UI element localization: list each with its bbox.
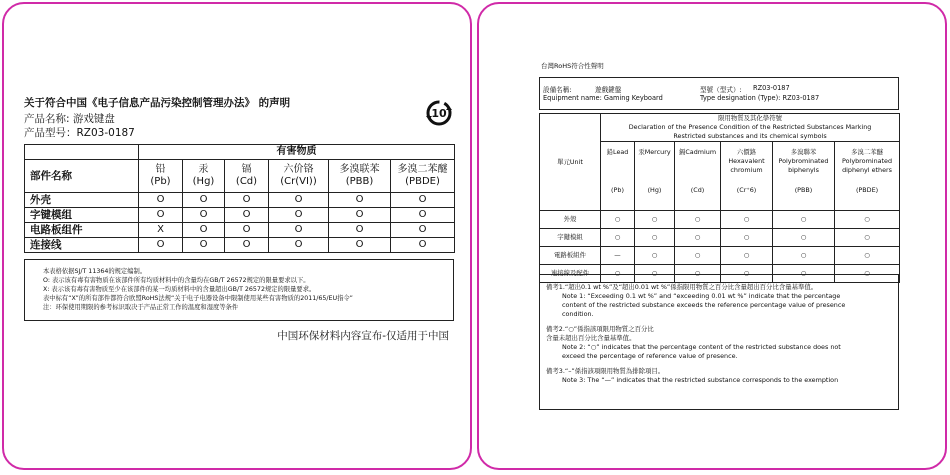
taiwan-header: 台灣RoHS符合性聲明 <box>541 62 604 70</box>
note-line: 本表格依据SJ/T 11364的规定编制。 <box>43 268 147 275</box>
note2-cn-line2: 含量未超出百分比含量基準值。 <box>546 334 636 342</box>
type-cn: 型號（型式）: <box>700 86 742 94</box>
declaration-title: 关于符合中国《电子信息产品污染控制管理办法》 的声明 <box>24 97 291 109</box>
china-rohs-panel <box>2 2 472 470</box>
note1-en-line3: condition. <box>562 310 594 318</box>
notes-box <box>24 259 454 321</box>
table-row: 连接线 O O O O O O <box>25 238 455 253</box>
type-value: RZ03-0187 <box>753 84 790 92</box>
note1-en-line2: content of the restricted substance exceeds the reference percentage value of presence <box>562 301 846 309</box>
table-row: 字鍵模組 ○ ○ ○ ○ ○ ○ <box>540 229 900 247</box>
restricted-substances-table <box>539 113 900 283</box>
table-row: 电路板组件 X O O O O O <box>25 223 455 238</box>
note-line: O: 表示该有毒有害物质在该部件所有均质材料中的含量均在GB/T 26572规定的限量要求以下。 <box>43 277 310 284</box>
remarks-box <box>539 274 899 410</box>
col-cr6: 六价铬 (Cr(VI)) <box>269 160 329 193</box>
col-hg: 汞 (Hg) <box>183 160 225 193</box>
china-footer: 中国环保材料内容宣布-仅适用于中国 <box>277 330 449 342</box>
equipment-name-cn: 設備名稱: <box>543 86 572 94</box>
col-pbb: 多溴联苯 (PBB) <box>329 160 391 193</box>
equipment-name-en: Equipment name: Gaming Keyboard <box>543 94 663 102</box>
note1-en-line1: Note 1: “Exceeding 0.1 wt %” and “exceeding 0.01 wt %” indicate that the percentage <box>562 292 841 300</box>
type-en: Type designation (Type): RZ03-0187 <box>700 94 820 102</box>
product-model: 产品型号：RZ03-0187 <box>24 127 135 139</box>
col-lead: 鉛Lead (Pb) <box>601 142 635 211</box>
table-row: 電路板組件 — ○ ○ ○ ○ ○ <box>540 247 900 265</box>
note3-en: Note 3: The “—” indicates that the restricted substance corresponds to the exemption <box>562 376 839 384</box>
table-row: 字键模组 O O O O O O <box>25 208 455 223</box>
taiwan-rohs-panel <box>477 2 947 470</box>
note2-cn-line1: 備考2.“○”係指該項限用物質之百分比 <box>546 325 654 333</box>
col-mercury: 汞Mercury (Hg) <box>635 142 675 211</box>
part-header: 部件名称 <box>25 160 139 193</box>
note2-en-line2: exceed the percentage of reference value of presence. <box>562 352 738 360</box>
table-row: 外壳 O O O O O O <box>25 193 455 208</box>
table-row: 連接線及配件 ○ ○ ○ ○ ○ ○ <box>540 265 900 283</box>
col-pb: 铅 (Pb) <box>139 160 183 193</box>
hazardous-substances-table <box>24 144 455 253</box>
group-header: 有害物质 <box>139 145 455 160</box>
note-line: 注：环保使用期限的参考标识取决于产品正常工作的温度和湿度等条件 <box>43 304 239 311</box>
environment-protection-period-logo <box>424 98 454 128</box>
logo-number: 10 <box>431 107 447 120</box>
note-line: X: 表示该有毒有害物质至少在该部件的某一均质材料中的含量超出GB/T 26572规定的限量要求。 <box>43 286 316 293</box>
col-cd: 镉 (Cd) <box>225 160 269 193</box>
note-line: 表中标有“X”的所有部件都符合欧盟RoHS法规“关于电子电器设备中限制使用某些有害物质的2011/65/EU指令” <box>43 295 353 302</box>
note3-cn: 備考3.“–”係指該項限用物質為排除項目。 <box>546 367 665 375</box>
group-header: 限用物質及其化學符號 Declaration of the Presence Condition of the Restricted Substances Marking Restricted substances and its chemical symbols <box>601 114 900 142</box>
col-pbb: 多溴聯苯 Polybrominated biphenyls (PBB) <box>773 142 835 211</box>
product-name: 产品名称: 游戏键盘 <box>24 113 115 125</box>
unit-header: 單元Unit <box>540 114 601 211</box>
col-pbde: 多溴二苯醚 Polybrominated diphenyl ethers (PBDE) <box>835 142 900 211</box>
col-hexavalent-chromium: 六價鉻 Hexavalent chromium (Cr⁺6) <box>721 142 773 211</box>
note2-en-line1: Note 2: “○” indicates that the percentage content of the restricted substance does not <box>562 343 841 351</box>
col-cadmium: 鎘Cadmium (Cd) <box>675 142 721 211</box>
table-row: 外殼 ○ ○ ○ ○ ○ ○ <box>540 211 900 229</box>
equipment-info-box <box>539 77 899 110</box>
col-pbde: 多溴二苯醚 (PBDE) <box>391 160 455 193</box>
note1-cn: 備考1.“超出0.1 wt %”及“超出0.01 wt %”係指限用物質之百分比含量超出百分比含量基準值。 <box>546 283 818 291</box>
equipment-name-value-cn: 遊戲鍵盤 <box>595 86 622 94</box>
